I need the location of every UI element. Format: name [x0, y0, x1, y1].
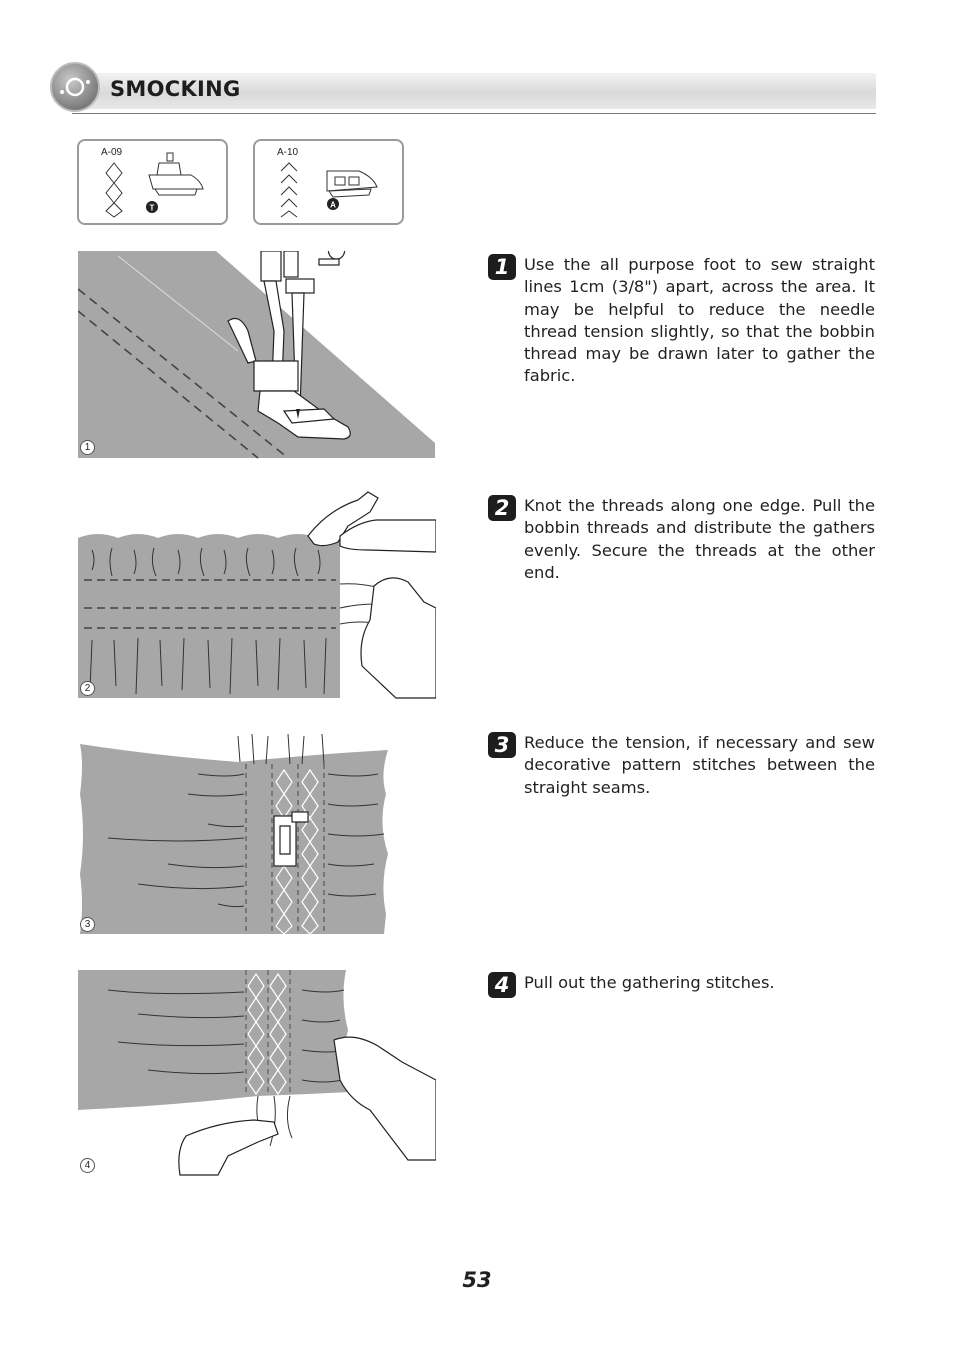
presser-foot-icon: [149, 153, 203, 195]
foot-badge-t: T: [149, 203, 155, 213]
sewing-circle-icon: [50, 62, 100, 112]
figure-4-pull-stitches: [78, 970, 436, 1176]
diamond-stitch-icon: [79, 141, 225, 221]
foot-badge-a: A: [330, 200, 336, 210]
step-badge: 1: [488, 254, 516, 280]
step-text: Reduce the tension, if necessary and sew decorative pattern stitches between the straight seams.: [524, 733, 875, 797]
figure-number: 1: [80, 440, 95, 455]
page-title: SMOCKING: [110, 77, 241, 101]
step-text: Pull out the gathering stitches.: [524, 973, 775, 992]
figure-4-illustration: [78, 970, 436, 1176]
step-2: [488, 495, 876, 582]
step-text: Use the all purpose foot to sew straight lines 1cm (3/8") apart, across the area. It may be helpful to reduce the needle thread tension slightly, so that the bobbin thread may be drawn later to gather the fabric.: [524, 255, 875, 386]
page-number: 53: [462, 1268, 492, 1292]
step-1: [488, 254, 876, 386]
step-badge: 4: [488, 972, 516, 998]
figure-number: 2: [80, 681, 95, 696]
figure-number: 3: [80, 917, 95, 932]
presser-foot-icon: [327, 171, 377, 197]
header-rule: [72, 113, 876, 114]
figure-1-sewing-lines: [78, 251, 436, 459]
figure-number: 4: [80, 1158, 95, 1173]
pattern-code: A-10: [277, 147, 299, 158]
figure-3-illustration: [78, 734, 390, 936]
pattern-card-a10: [253, 139, 404, 225]
step-badge: 2: [488, 495, 516, 521]
pattern-code: A-09: [101, 147, 123, 158]
step-4: [488, 972, 876, 1002]
chevron-stitch-icon: [255, 141, 401, 221]
pattern-card-a09: [77, 139, 228, 225]
figure-2-gathering: [78, 490, 436, 700]
step-3: [488, 732, 876, 802]
figure-2-illustration: [78, 490, 436, 700]
figure-3-decorative-stitches: [78, 734, 390, 936]
figure-1-illustration: [78, 251, 436, 459]
section-header: [50, 62, 876, 118]
step-text: Knot the threads along one edge. Pull the bobbin threads and distribute the gathers evenly. Secure the threads at the other end.: [524, 496, 875, 582]
step-badge: 3: [488, 732, 516, 758]
